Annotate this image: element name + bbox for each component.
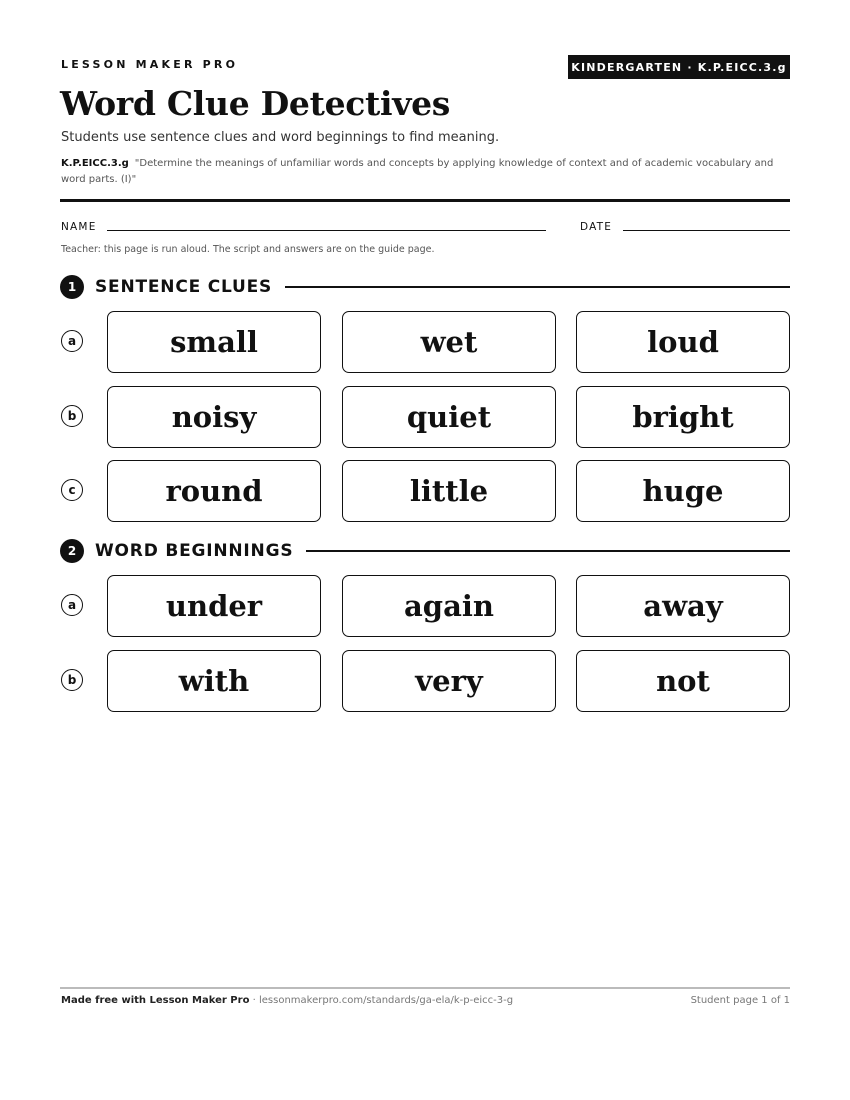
section-title: SENTENCE CLUES bbox=[95, 277, 273, 297]
header-divider bbox=[60, 199, 790, 202]
footer-credit bbox=[61, 995, 513, 1006]
section-title: WORD BEGINNINGS bbox=[95, 541, 294, 561]
name-field[interactable] bbox=[107, 230, 546, 231]
standard-description bbox=[61, 156, 786, 188]
question-row bbox=[60, 460, 790, 522]
word-card[interactable]: again bbox=[342, 575, 556, 637]
brand-name: LESSON MAKER PRO bbox=[61, 58, 239, 71]
row-letter-badge: a bbox=[61, 594, 83, 616]
footer-divider bbox=[60, 987, 790, 989]
section-divider bbox=[306, 550, 790, 552]
footer-url[interactable]: · lessonmakerpro.com/standards/ga-ela/k-p-eicc-3-g bbox=[249, 995, 514, 1006]
word-card[interactable]: small bbox=[107, 311, 321, 373]
standard-code: K.P.EICC.3.g bbox=[61, 158, 129, 169]
word-card[interactable]: noisy bbox=[107, 386, 321, 448]
word-card[interactable]: with bbox=[107, 650, 321, 712]
word-card[interactable]: away bbox=[576, 575, 790, 637]
row-letter-badge: b bbox=[61, 669, 83, 691]
question-row bbox=[60, 311, 790, 373]
word-card[interactable]: very bbox=[342, 650, 556, 712]
word-card[interactable]: not bbox=[576, 650, 790, 712]
question-row bbox=[60, 575, 790, 637]
section-header-sentence-clues bbox=[60, 274, 790, 300]
date-label: DATE bbox=[580, 221, 613, 233]
grade-badge: KINDERGARTEN · K.P.EICC.3.g bbox=[568, 55, 790, 79]
section-header-word-beginnings bbox=[60, 538, 790, 564]
section-number-badge: 1 bbox=[60, 275, 84, 299]
question-row bbox=[60, 650, 790, 712]
word-card[interactable]: huge bbox=[576, 460, 790, 522]
section-divider bbox=[285, 286, 790, 288]
footer-made-with: Made free with Lesson Maker Pro bbox=[61, 995, 250, 1006]
word-card[interactable]: little bbox=[342, 460, 556, 522]
question-row bbox=[60, 386, 790, 448]
teacher-note: Teacher: this page is run aloud. The script and answers are on the guide page. bbox=[61, 244, 435, 255]
word-card[interactable]: round bbox=[107, 460, 321, 522]
date-field[interactable] bbox=[623, 230, 790, 231]
row-letter-badge: a bbox=[61, 330, 83, 352]
word-card[interactable]: wet bbox=[342, 311, 556, 373]
name-label: NAME bbox=[61, 221, 97, 233]
word-card[interactable]: loud bbox=[576, 311, 790, 373]
word-card[interactable]: bright bbox=[576, 386, 790, 448]
word-card[interactable]: quiet bbox=[342, 386, 556, 448]
row-letter-badge: b bbox=[61, 405, 83, 427]
standard-text: "Determine the meanings of unfamiliar words and concepts by applying knowledge of context and of academic vocabulary and word parts. (I)" bbox=[61, 158, 774, 185]
footer-page-number: Student page 1 of 1 bbox=[690, 995, 790, 1006]
row-letter-badge: c bbox=[61, 479, 83, 501]
page-subtitle: Students use sentence clues and word beginnings to find meaning. bbox=[61, 130, 500, 145]
page-title: Word Clue Detectives bbox=[60, 84, 451, 123]
word-card[interactable]: under bbox=[107, 575, 321, 637]
section-number-badge: 2 bbox=[60, 539, 84, 563]
